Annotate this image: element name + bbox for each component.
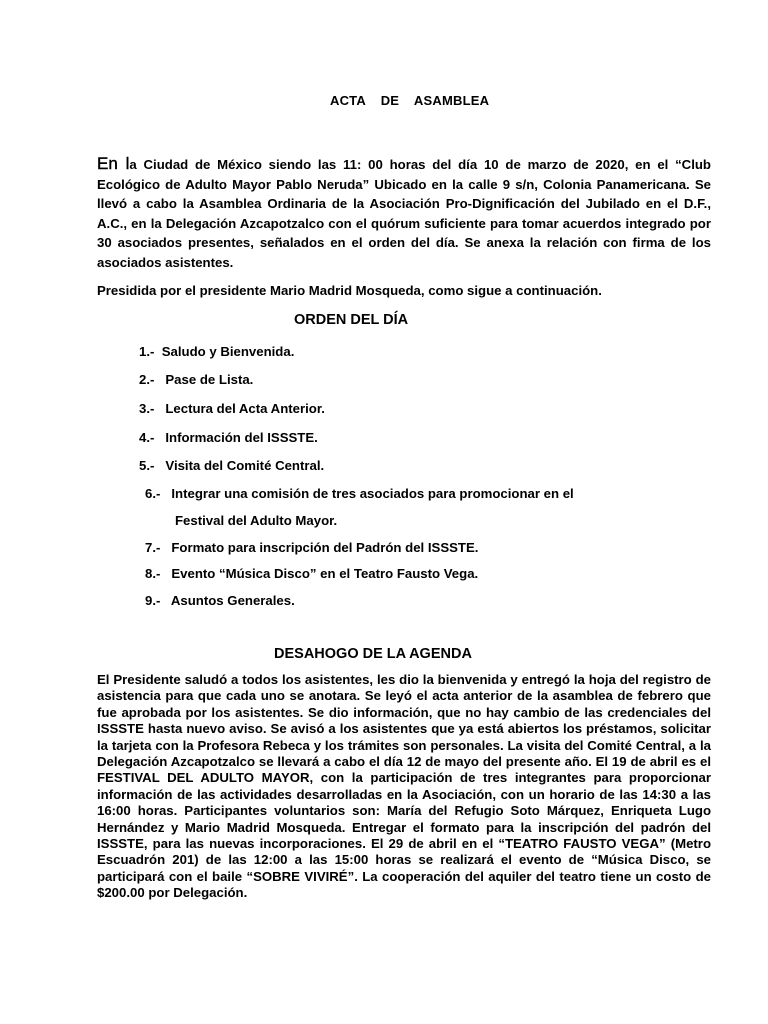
document-title: ACTA DE ASAMBLEA bbox=[330, 93, 490, 108]
agenda-item-1: 1.- Saludo y Bienvenida. bbox=[139, 344, 295, 359]
intro-paragraph bbox=[97, 154, 711, 272]
agenda-item-5: 5.- Visita del Comité Central. bbox=[139, 458, 325, 473]
intro-lead-l: l bbox=[125, 154, 130, 173]
agenda-item-4: 4.- Información del ISSSTE. bbox=[139, 430, 318, 445]
agenda-item-7: 7.- Formato para inscripción del Padrón del ISSSTE. bbox=[145, 540, 479, 555]
intro-lead-en: En bbox=[97, 154, 126, 173]
agenda-item-6-continuation: Festival del Adulto Mayor. bbox=[175, 513, 338, 528]
intro-text: a Ciudad de México siendo las 11: 00 horas del día 10 de marzo de 2020, en el “Club Ecológico de Adulto Mayor Pablo Neruda” Ubicado en la calle 9 s/n, Colonia Panamericana. Se llevó a cabo la Asamblea Ordinaria de la Asociación Pro-Dignificación del Jubilado en el D.F., A.C., en la Delegación Azcapotzalco con el quórum suficiente para tomar acuerdos integrado por 30 asociados presentes, señalados en el orden del día. Se anexa la relación con firma de los asociados asistentes. bbox=[97, 157, 711, 270]
agenda-item-3: 3.- Lectura del Acta Anterior. bbox=[139, 401, 325, 416]
agenda-item-6: 6.- Integrar una comisión de tres asociados para promocionar en el bbox=[145, 486, 574, 501]
desahogo-heading: DESAHOGO DE LA AGENDA bbox=[274, 646, 472, 662]
agenda-item-2: 2.- Pase de Lista. bbox=[139, 372, 254, 387]
agenda-item-8: 8.- Evento “Música Disco” en el Teatro Fausto Vega. bbox=[145, 566, 479, 581]
agenda-item-9: 9.- Asuntos Generales. bbox=[145, 593, 295, 608]
orden-heading: ORDEN DEL DÍA bbox=[294, 312, 409, 328]
presided-line: Presidida por el presidente Mario Madrid Mosqueda, como sigue a continuación. bbox=[97, 283, 602, 298]
desahogo-paragraph: El Presidente saludó a todos los asistentes, les dio la bienvenida y entregó la hoja del registro de asistencia para que cada uno se anotara. Se leyó el acta anterior de la asamblea de febrero que fue aprobada por los asistentes. Se dio información, que no hay cambio de las credenciales del ISSSTE hasta nuevo aviso. Se avisó a los asistentes que ya está abiertos los préstamos, solicitar la tarjeta con la Profesora Rebeca y los trámites son personales. La visita del Comité Central, a la Delegación Azcapotzalco se llevará a cabo el día 12 de mayo del presente año. El 19 de abril es el FESTIVAL DEL ADULTO MAYOR, con la participación de tres integrantes para proporcionar información de las actividades desarrolladas en la Asociación, con un horario de las 14:30 a las 16:00 horas. Participantes voluntarios son: María del Refugio Soto Márquez, Enriqueta Lugo Hernández y Mario Madrid Mosqueda. Entregar el formato para la inscripción del padrón del ISSSTE, para las nuevas incorporaciones. El 29 de abril en el “TEATRO FAUSTO VEGA” (Metro Escuadrón 201) de las 12:00 a las 15:00 horas se realizará el evento de “Música Disco, se participará con el baile “SOBRE VIVIRÉ”. La cooperación del aquiler del teatro tiene un costo de $200.00 por Delegación. bbox=[97, 672, 711, 901]
